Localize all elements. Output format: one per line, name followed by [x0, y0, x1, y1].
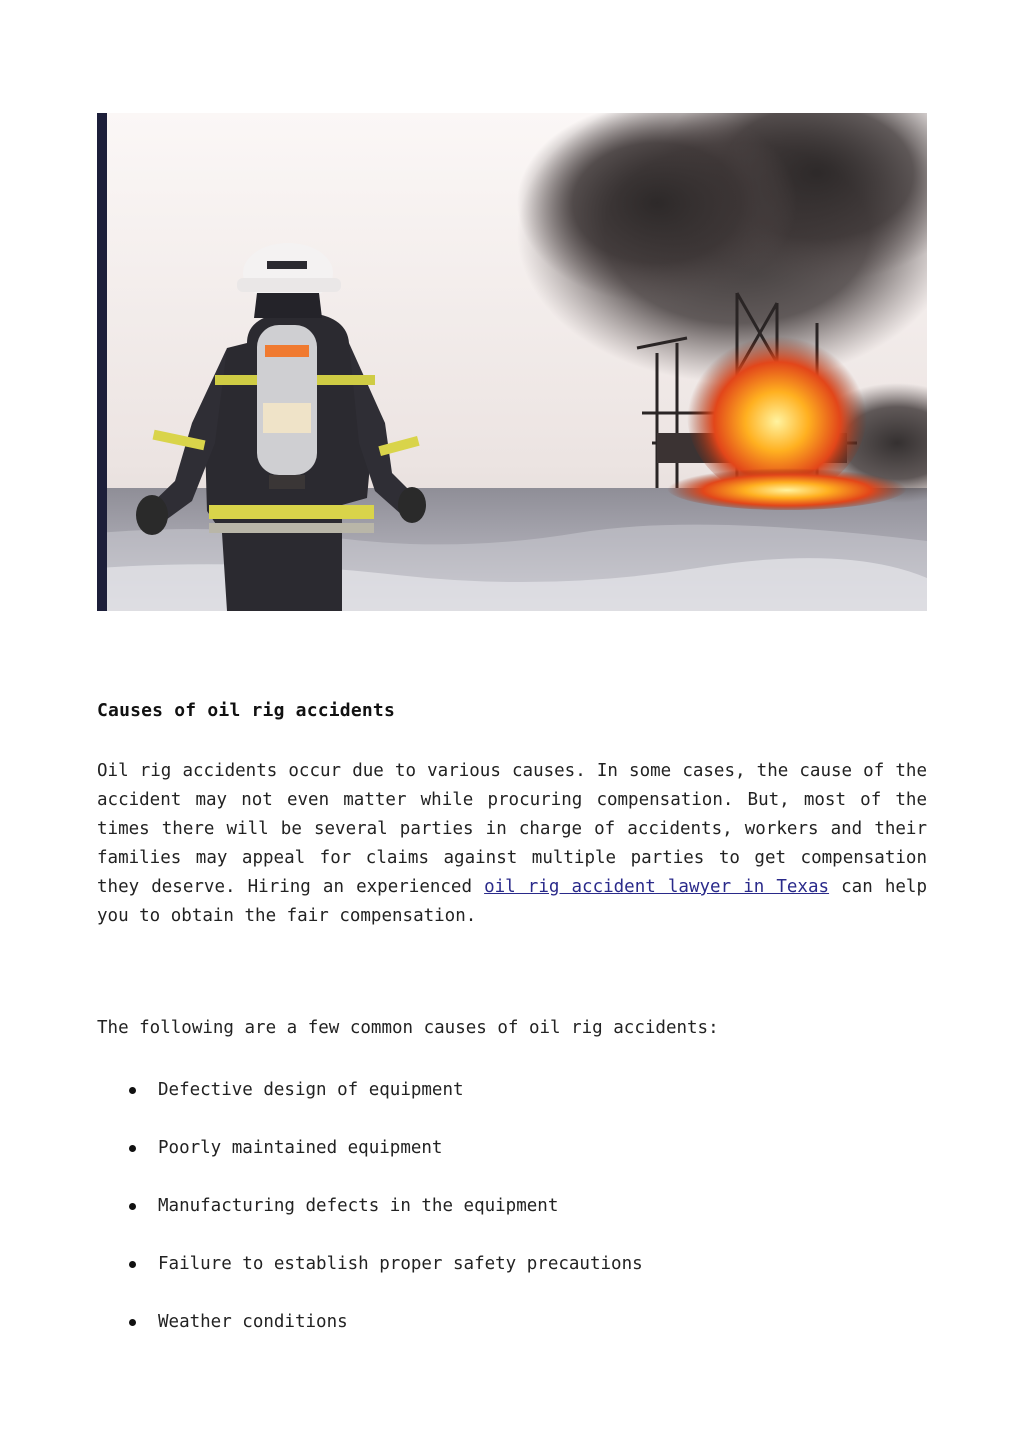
list-item-label: Weather conditions: [158, 1312, 348, 1332]
list-item: [97, 1076, 927, 1134]
list-item-label: Defective design of equipment: [158, 1080, 464, 1100]
bullet-icon: [129, 1145, 136, 1152]
hero-image: [97, 113, 927, 611]
list-item: [97, 1192, 927, 1250]
bullet-icon: [129, 1087, 136, 1094]
paragraph-text: Oil rig accidents occur due to various causes. In some cases, the cause of the accident may not even matter while procuring compensation. But, most of the times there will be several parties in charge of accidents, workers and their families may appeal for claims against multiple parties to get compensation they deserve. Hiring an experienced: [97, 761, 927, 897]
paragraph-text-end: can help you to obtain the fair compensation.: [97, 877, 927, 926]
firefighter-oil-rig-fire-illustration: [97, 113, 927, 611]
list-item-label: Poorly maintained equipment: [158, 1138, 443, 1158]
bullet-icon: [129, 1203, 136, 1210]
body-paragraph: [97, 757, 927, 931]
list-item: [97, 1308, 927, 1366]
lawyer-link[interactable]: oil rig accident lawyer in Texas: [484, 877, 830, 897]
list-item: [97, 1134, 927, 1192]
list-item: [97, 1250, 927, 1308]
bullet-icon: [129, 1261, 136, 1268]
bullet-icon: [129, 1319, 136, 1326]
list-intro: The following are a few common causes of oil rig accidents:: [97, 1018, 719, 1038]
list-item-label: Failure to establish proper safety precautions: [158, 1254, 643, 1274]
section-heading: Causes of oil rig accidents: [97, 700, 395, 721]
causes-list: [97, 1076, 927, 1366]
list-item-label: Manufacturing defects in the equipment: [158, 1196, 559, 1216]
